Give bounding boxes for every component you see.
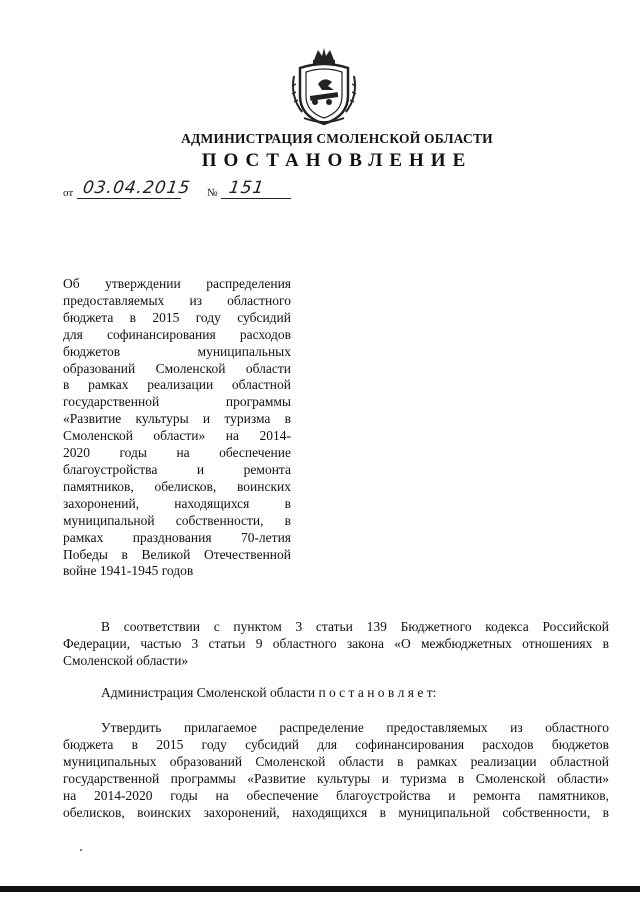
subject-line: 2020 годы на обеспечение xyxy=(63,445,291,461)
date-underline xyxy=(77,198,181,199)
handwritten-date: 03.04.2015 xyxy=(81,178,192,198)
paragraph-line: обелисков, воинских захоронений, находящихся в муниципальной собственности, в xyxy=(63,805,609,820)
page-bottom-border xyxy=(0,886,640,892)
paragraph-line: Утвердить прилагаемое распределение предоставляемых из областного xyxy=(101,720,609,735)
subject-line: бюджета в 2015 году субсидий xyxy=(63,309,291,325)
coat-of-arms-icon xyxy=(288,46,360,128)
paragraph-line: Смоленской области» xyxy=(63,653,189,668)
subject-line: Смоленской области» на 2014- xyxy=(63,428,291,444)
paragraph-approve xyxy=(63,719,609,821)
subject-line: рамках празднования 70-летия xyxy=(63,529,291,545)
scan-speck xyxy=(80,849,82,851)
subject-line: войне 1941-1945 годов xyxy=(63,563,194,579)
subject-line: предоставляемых из областного xyxy=(63,292,291,308)
subject-line: в рамках реализации областной xyxy=(63,377,291,393)
paragraph-resolution xyxy=(63,684,609,701)
date-number-line xyxy=(63,178,323,202)
number-underline xyxy=(221,198,291,199)
subject-line: образований Смоленской области xyxy=(63,360,291,376)
subject-line: Об утверждении распределения xyxy=(63,276,291,291)
paragraph-line: на 2014-2020 годы на обеспечение благоустройства и ремонта памятников, xyxy=(63,788,609,803)
subject-block xyxy=(63,276,291,580)
organization-title: АДМИНИСТРАЦИЯ СМОЛЕНСКОЙ ОБЛАСТИ xyxy=(181,131,493,146)
paragraph-legal-basis xyxy=(63,618,609,669)
subject-line: муниципальной собственности, в xyxy=(63,512,291,528)
document-type: ПОСТАНОВЛЕНИЕ xyxy=(201,150,473,171)
subject-line: захоронений, находящихся в xyxy=(63,495,291,511)
number-prefix: № xyxy=(207,187,218,199)
subject-line: памятников, обелисков, воинских xyxy=(63,478,291,494)
paragraph-line: Администрация Смоленской области п о с т а н о в л я е т: xyxy=(101,685,437,700)
subject-line: Победы в Великой Отечественной xyxy=(63,546,291,562)
subject-line: государственной программы xyxy=(63,394,291,410)
paragraph-line: В соответствии с пунктом 3 статьи 139 Бюджетного кодекса Российской xyxy=(101,619,609,634)
subject-line: благоустройства и ремонта xyxy=(63,461,291,477)
paragraph-line: бюджета в 2015 году субсидий для софинансирования расходов бюджетов xyxy=(63,737,609,752)
paragraph-line: Федерации, частью 3 статьи 9 областного закона «О межбюджетных отношениях в xyxy=(63,636,609,651)
subject-line: «Развитие культуры и туризма в xyxy=(63,411,291,427)
subject-line: бюджетов муниципальных xyxy=(63,343,291,359)
paragraph-line: муниципальных образований Смоленской области в рамках реализации областной xyxy=(63,754,609,769)
subject-line: для софинансирования расходов xyxy=(63,326,291,342)
date-prefix: от xyxy=(63,187,74,199)
paragraph-line: государственной программы «Развитие культуры и туризма в Смоленской области» xyxy=(63,771,609,786)
handwritten-number: 151 xyxy=(227,178,266,198)
